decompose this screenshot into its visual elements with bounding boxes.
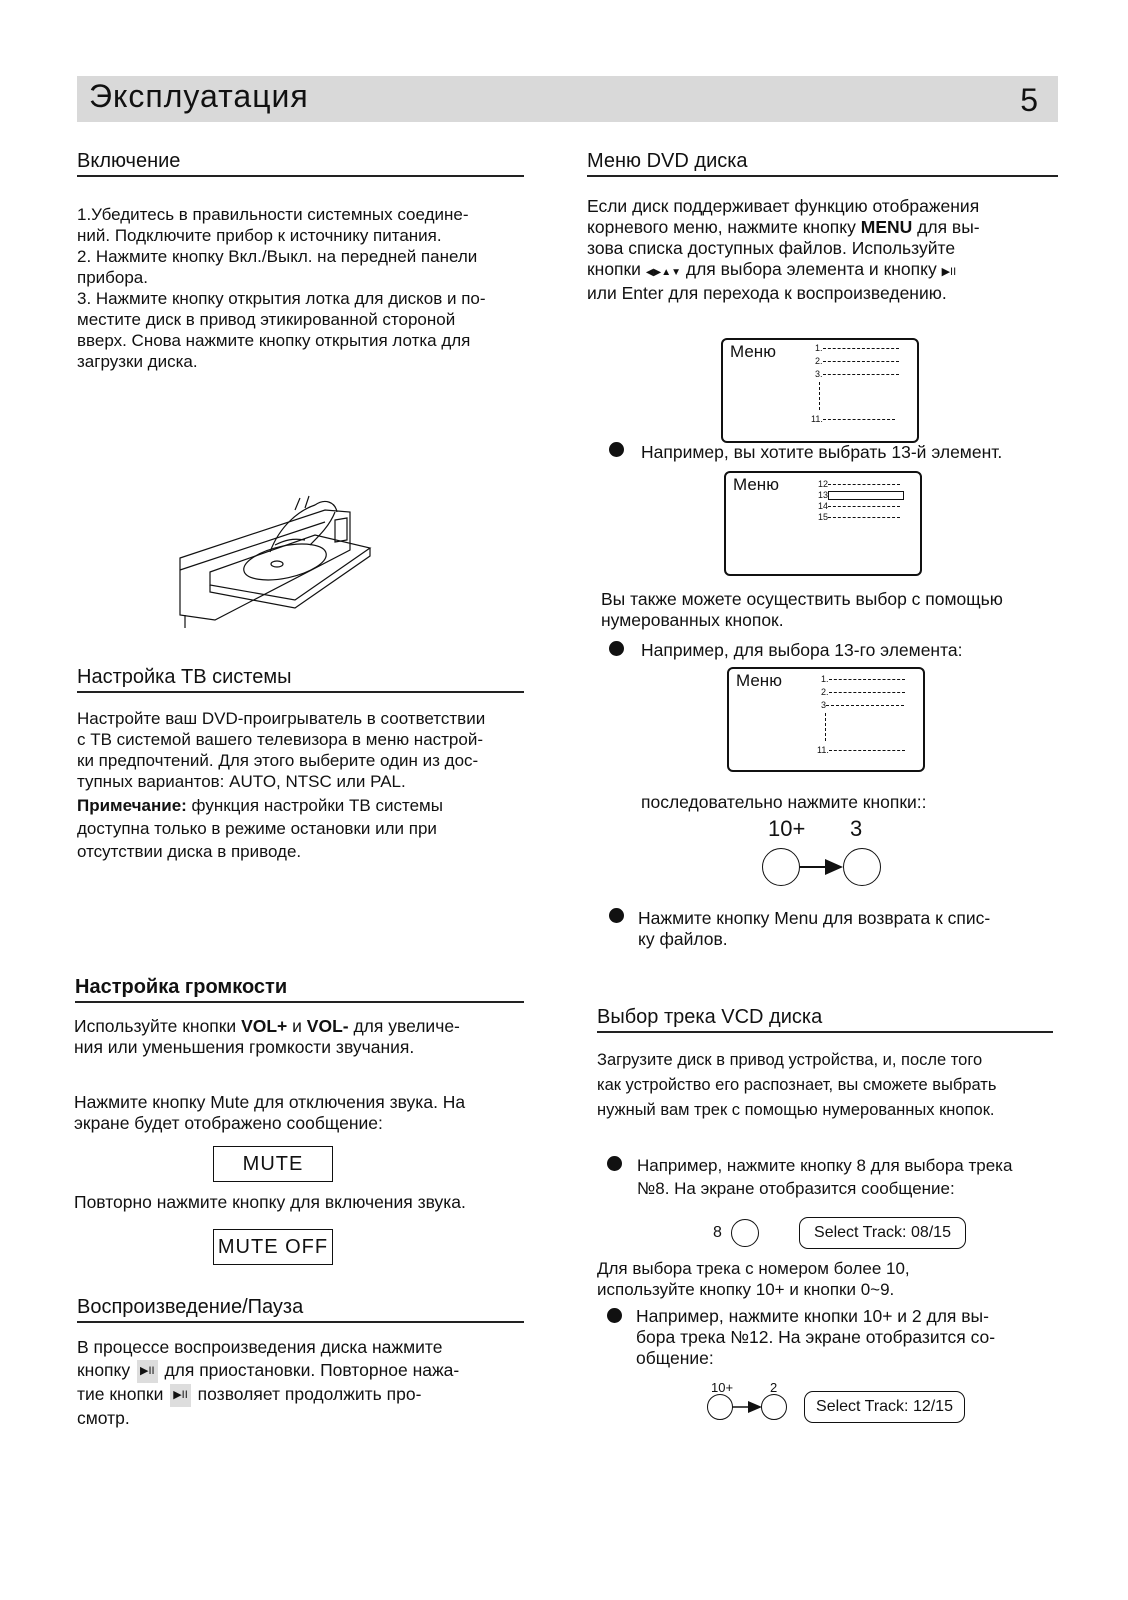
press-sequence-text: последовательно нажмите кнопки:: [641,792,927,812]
menu-item-line [829,692,905,693]
text-line: Например, нажмите кнопку 8 для выбора трека [637,1156,1013,1175]
text-line: бора трека №12. На экране отобразится со- [636,1327,996,1347]
text-line: ку файлов. [638,929,728,949]
text-line: загрузки диска. [77,352,198,371]
menu-item [818,479,900,489]
text-span: для увеличе- [348,1016,460,1036]
play-pause-icon: ▶II [941,266,957,278]
menu-item-number: 14 [818,501,829,511]
menu-ellipsis-line [819,382,820,410]
vol-plus-label: VOL+ [241,1016,288,1036]
section-heading-playback: Воспроизведение/Пауза [77,1296,524,1323]
text-span: кнопки [587,259,646,279]
section-heading-volume: Настройка громкости [75,976,524,1003]
mute-text [74,1092,544,1134]
text-line: №8. На экране отобразится сообщение: [637,1179,955,1198]
page-header [77,76,1058,122]
select-track-message-12: Select Track: 12/15 [804,1391,965,1423]
menu-item-line [829,750,905,751]
page-number: 5 [1020,82,1038,118]
note-label: Примечание: [77,796,187,815]
text-line: ки предпочтений. Для этого выберите один из дос- [77,751,479,770]
text-line: 1.Убедитесь в правильности системных соедине- [77,205,469,224]
menu-item-number: 2. [815,356,823,366]
button-label-10plus: 10+ [768,816,806,841]
play-pause-icon: ▶II [170,1384,191,1407]
vcd-example-track12 [636,1306,995,1369]
menu-item-number: 3 [821,700,827,710]
menu-item [815,356,899,366]
menu-ellipsis-line [825,713,826,741]
text-line: 3. Нажмите кнопку открытия лотка для дисков и по- [77,289,486,308]
page-title: Эксплуатация [89,78,309,114]
text-line: Например, нажмите кнопки 10+ и 2 для вы- [636,1306,989,1326]
text-line [77,1383,547,1407]
menu-screen-label: Меню [736,671,782,690]
text-line: местите диск в привод этикированной стороной [77,310,456,329]
menu-item-number: 11. [817,745,829,755]
text-line [587,217,1067,238]
menu-item [817,745,905,755]
text-line [77,1359,547,1383]
vol-minus-label: VOL- [306,1016,349,1036]
text-line: тупных вариантов: AUTO, NTSC или PAL. [77,772,406,791]
text-line: зова списка доступных файлов. Используйте [587,238,956,258]
remote-button-10plus [762,848,800,886]
dvd-menu-text [587,196,1067,304]
menu-item-number: 15 [818,512,829,522]
bullet-icon [609,442,624,457]
button-label-3: 3 [850,816,863,841]
menu-item-number: 11. [811,414,823,424]
menu-item-line [829,679,905,680]
text-line: вверх. Снова нажмите кнопку открытия лотка для [77,331,471,350]
example-select-13-numbered: Например, для выбора 13-го элемента: [641,640,963,660]
text-span: и [287,1016,307,1036]
menu-screen-label: Меню [733,475,779,494]
text-line: нумерованных кнопок. [601,610,784,630]
section-heading-tv-system: Настройка ТВ системы [77,666,524,693]
note-text: функция настройки ТВ системы [186,796,443,815]
menu-item-line [823,348,899,349]
menu-item-number: 3. [815,369,823,379]
unmute-text: Повторно нажмите кнопку для включения звука. [74,1192,466,1212]
text-span: позволяет продолжить про- [192,1383,422,1404]
playback-text [77,1336,547,1430]
menu-item [815,369,899,379]
button-label-10plus: 10+ [711,1380,734,1395]
selection-highlight [828,491,904,500]
section-heading-vcd: Выбор трека VCD диска [597,1006,1053,1033]
bullet-icon [607,1308,622,1323]
text-span: Используйте кнопки [74,1016,242,1036]
vcd-over10-text [597,1258,910,1300]
text-span: кнопку [77,1360,135,1380]
text-line: 2. Нажмите кнопку Вкл./Выкл. на передней панели [77,247,478,266]
arrow-right-icon [732,1399,764,1415]
menu-item [818,501,900,511]
text-line: общение: [636,1348,714,1368]
menu-item [818,512,900,522]
text-line: Загрузите диск в привод устройства, и, после того [597,1051,983,1069]
text-line: или Enter для перехода к воспроизведению. [587,283,947,303]
text-line: прибора. [77,268,148,287]
tv-system-note [77,794,547,817]
menu-item-line [828,517,900,518]
text-line: ний. Подключите прибор к источнику питания. [77,226,442,245]
bullet-icon [607,1156,622,1171]
menu-item-line [823,419,895,420]
menu-item [815,343,899,353]
remote-button-2 [761,1394,787,1420]
mute-message-box: MUTE [213,1146,333,1182]
menu-item-number: 12 [818,479,829,489]
arrow-right-icon [799,857,845,877]
return-to-menu-text [638,908,990,950]
text-span: для вы- [912,217,980,237]
menu-item-line [826,705,904,706]
text-line: экране будет отображено сообщение: [74,1113,383,1133]
text-line: В процессе воспроизведения диска нажмите [77,1337,443,1357]
text-span: тие кнопки [77,1383,169,1404]
button-label-8: 8 [713,1224,722,1241]
menu-button-label: MENU [860,217,913,237]
volume-text [74,1016,544,1058]
tv-system-text [77,708,547,863]
remote-button-10plus [707,1394,733,1420]
menu-screen-label: Меню [730,342,776,361]
select-track-message-08: Select Track: 08/15 [799,1217,966,1249]
text-line: Для выбора трека с номером более 10, [597,1259,910,1278]
vcd-example-track8 [637,1154,1012,1200]
menu-item [821,674,905,684]
text-line: как устройство его распознает, вы сможете выбрать [597,1076,997,1094]
text-line [587,259,1067,283]
text-line: Вы также можете осуществить выбор с помощью [601,589,1003,609]
bullet-icon [609,641,624,656]
menu-item-number: 1. [821,674,829,684]
section-heading-power-on: Включение [77,150,524,177]
text-line: Если диск поддерживает функцию отображения [587,196,980,216]
text-span: для выбора элемента и кнопку [681,259,942,279]
text-line: Нажмите кнопку Mute для отключения звука. На [74,1092,466,1112]
power-on-text [77,204,537,372]
menu-item-line [823,361,899,362]
remote-button-8 [731,1219,759,1247]
remote-button-3 [843,848,881,886]
vcd-text [597,1048,1067,1123]
dvd-tray-illustration [175,490,385,630]
menu-screen-selected [724,471,922,576]
text-line: используйте кнопку 10+ и кнопки 0~9. [597,1280,895,1299]
menu-item-line [828,484,900,485]
text-line: доступна только в режиме остановки или при [77,819,437,838]
text-line: отсутствии диска в приводе. [77,842,302,861]
text-line: с ТВ системой вашего телевизора в меню настрой- [77,730,483,749]
numbered-buttons-text [601,589,1003,631]
text-line: Настройте ваш DVD-проигрыватель в соответствии [77,709,486,728]
menu-screen [727,667,925,772]
menu-item-highlighted [818,490,904,500]
menu-item-number: 2. [821,687,829,697]
menu-item-number: 13 [818,490,829,500]
menu-item-line [823,374,899,375]
example-select-13: Например, вы хотите выбрать 13-й элемент. [641,442,1003,462]
button-label-2: 2 [770,1380,778,1395]
text-span: корневого меню, нажмите кнопку [587,217,861,237]
bullet-icon [609,908,624,923]
text-line: Нажмите кнопку Menu для возврата к спис- [638,908,991,928]
text-line: ния или уменьшения громкости звучания. [74,1037,415,1057]
menu-item-number: 1. [815,343,823,353]
text-line [74,1016,544,1037]
menu-item [821,700,904,710]
section-heading-dvd-menu: Меню DVD диска [587,150,1058,177]
mute-off-message-box: MUTE OFF [213,1229,333,1265]
play-pause-icon: ▶II [137,1360,158,1383]
arrow-keys-icon: ◀▶▲▼ [645,267,682,278]
text-span: для приостановки. Повторное нажа- [159,1360,460,1380]
text-line: смотр. [77,1407,130,1428]
menu-screen [721,338,919,443]
menu-item [821,687,905,697]
menu-item [811,414,895,424]
text-line: нужный вам трек с помощью нумерованных кнопок. [597,1101,995,1119]
menu-item-line [828,506,900,507]
